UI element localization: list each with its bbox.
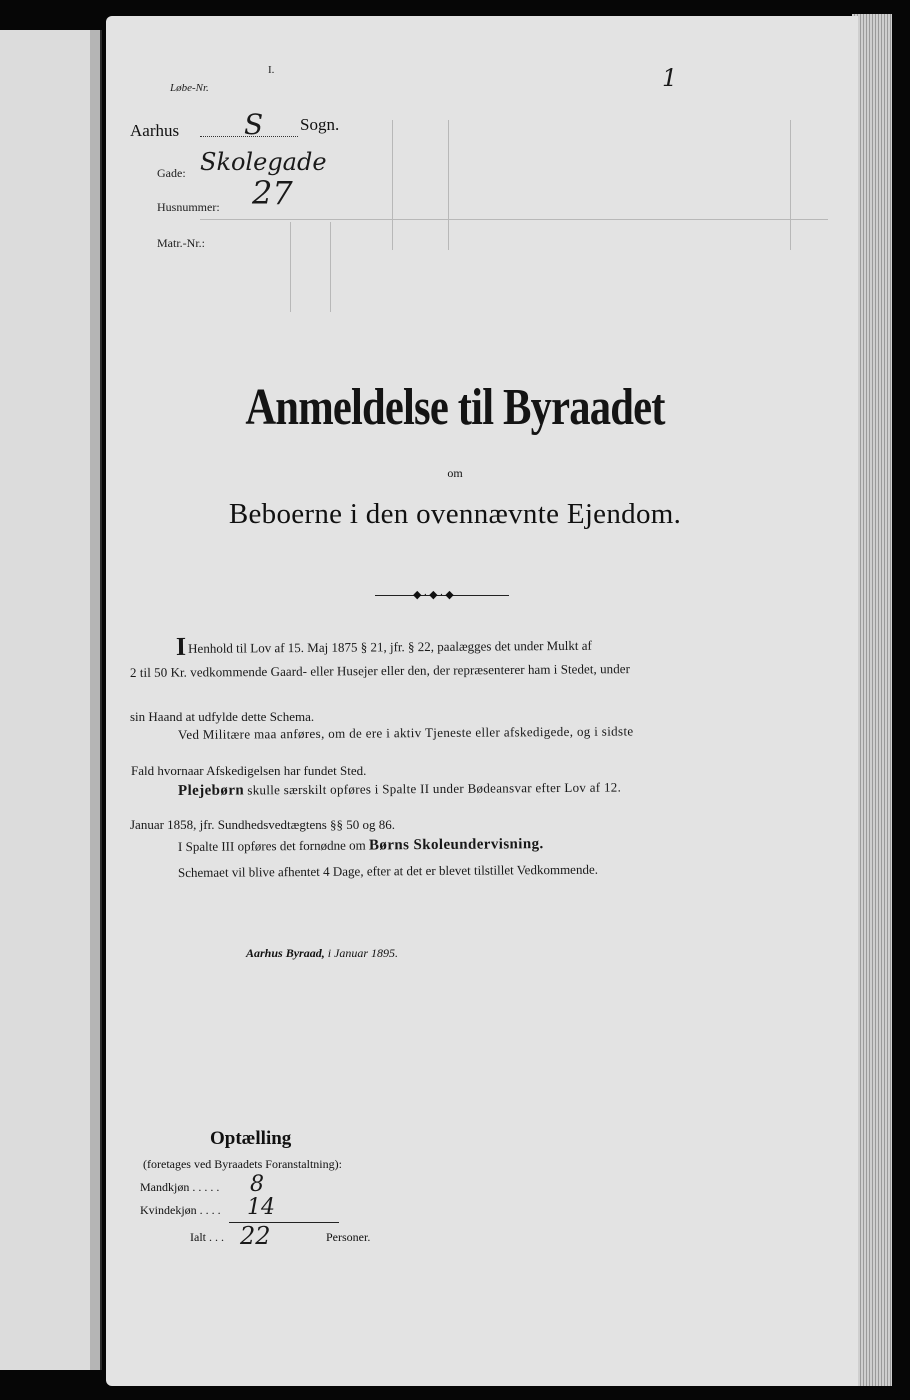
city-label: Aarhus [130,121,180,140]
body-p3-line1: skulle særskilt opføres i Spalte II under Bødeansvar efter Lov af 12. [247,779,622,798]
male-value: 8 [250,1172,264,1197]
date-when: i Januar 1895. [327,946,399,960]
sogn-value: S [244,108,264,141]
husnummer-value: 27 [252,174,293,212]
bleed-rule [330,222,331,312]
body-p1-line2: 2 til 50 Kr. vedkommende Gaard- eller Husejer eller den, der repræsenterer ham i Stedet, under [129,661,631,680]
drop-initial: I [175,631,187,661]
total-label: Ialt . . . [190,1230,224,1244]
body-p2-line2: Fald hvornaar Afskedigelsen har fundet Sted. [131,763,367,778]
husnummer-label: Husnummer: [157,200,220,214]
body-p1-line1: Henhold til Lov af 15. Maj 1875 § 21, jfr. § 22, paalægges det under Mulkt af [188,637,592,656]
female-label: Kvindekjøn . . . . [140,1203,221,1217]
date-line [246,946,398,961]
body-p1-line3: sin Haand at udfylde dette Schema. [130,709,315,724]
sogn-label: Sogn. [300,115,340,134]
page-subtitle: Beboerne i den ovennævnte Ejendom. [228,498,682,530]
left-page [0,30,102,1370]
male-label: Mandkjøn . . . . . [140,1180,220,1194]
skoleundervisning-emphasis: Børns Skoleundervisning. [368,836,544,854]
bleed-rule [392,120,393,250]
female-value: 14 [247,1195,275,1220]
page-stack-edge [852,14,892,1386]
page-title: Anmeldelse til Byraadet [245,379,665,436]
ornament-divider: ◆·◆·◆ [375,594,509,598]
loebe-nr-value: 1 [662,64,678,92]
loebe-nr-label: Løbe-Nr. [170,82,209,94]
plejeborn-lead: Plejebørn [177,782,245,799]
date-place: Aarhus Byraad, [246,946,325,960]
total-value: 22 [240,1222,271,1250]
persons-label: Personer. [326,1230,371,1244]
body-p4-line1: I Spalte III opføres det fornødne om [177,837,366,854]
bleed-rule [290,222,291,312]
bleed-rule [448,120,449,250]
bleed-rule [200,219,828,220]
matr-label: Matr.-Nr.: [157,236,205,250]
section-roman: I. [268,64,275,76]
body-p5-line1: Schemaet vil blive afhentet 4 Dage, efter at det er blevet tilstillet Vedkommende. [177,861,598,880]
body-p3-line2: Januar 1858, jfr. Sundhedsvedtægtens §§ 50 og 86. [130,817,396,832]
bleed-rule [790,120,791,250]
gade-value: Skolegade [200,148,327,176]
gade-label: Gade: [157,166,186,180]
body-p2-line1: Ved Militære maa anføres, om de ere i aktiv Tjeneste eller afskedigede, og i sidste [177,723,634,742]
count-title: Optælling [210,1128,292,1149]
om-word: om [447,466,463,480]
count-subtitle: (foretages ved Byraadets Foranstaltning): [143,1157,342,1171]
